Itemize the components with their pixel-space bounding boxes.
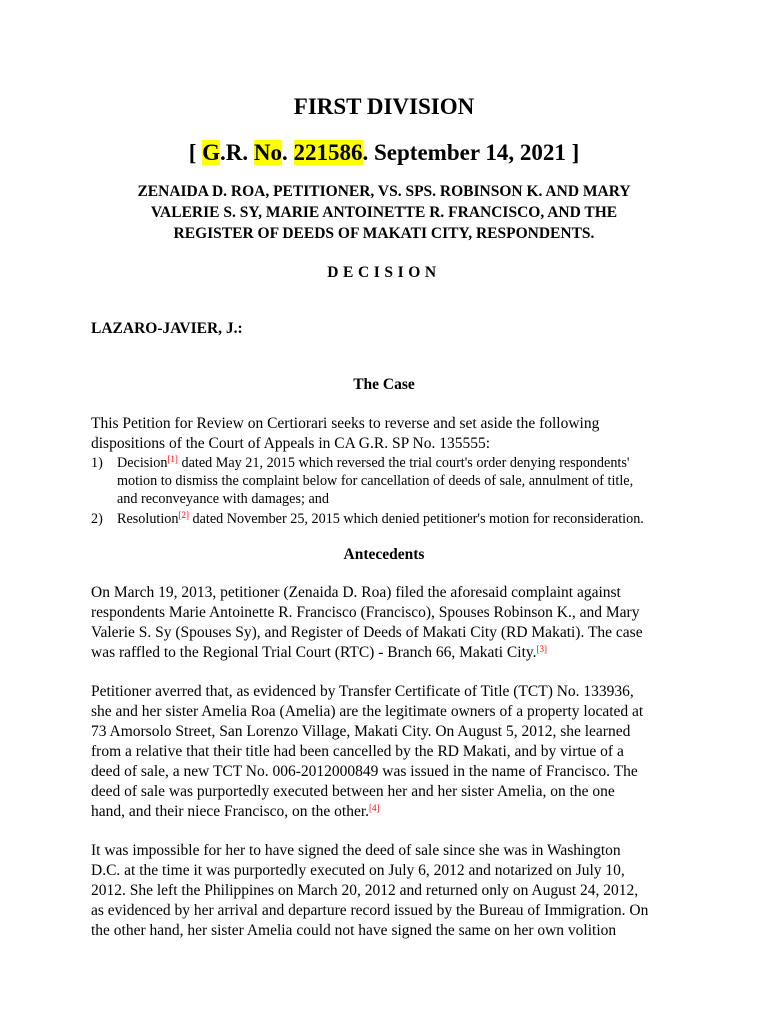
highlight-gr-no: No (253, 140, 283, 165)
item-2-text-1: dated November 25, 2015 which denied petitioner's motion for reconsideration. (188, 511, 644, 527)
item-1-line-3: and reconveyance with damages; and (117, 491, 329, 507)
case-intro-line-2: dispositions of the Court of Appeals in CA G.R. SP No. 135555: (91, 435, 491, 452)
para2-line-6: deed of sale was purportedly executed between her and her sister Amelia, on the one (91, 783, 615, 800)
para2-line-3: 73 Amorsolo Street, San Lorenzo Village, Makati City. On August 5, 2012, she learned (91, 723, 631, 740)
parties-line-1: ZENAIDA D. ROA, PETITIONER, VS. SPS. ROBINSON K. AND MARY (137, 183, 631, 200)
para1-line-1: On March 19, 2013, petitioner (Zenaida D. Roa) filed the aforesaid complaint against (91, 584, 621, 601)
decision-label: DECISION (327, 264, 441, 281)
gr-dot-1: .R. (220, 140, 254, 165)
footnote-link-2[interactable]: [2] (178, 510, 189, 520)
para2-line-5: deed of sale, a new TCT No. 006-2012000849 was issued in the name of Francisco. The (91, 763, 638, 780)
para1-line-3: Valerie S. Sy (Spouses Sy), and Register of Deeds of Makati City (RD Makati). The case (91, 624, 643, 641)
para1-line-4 (91, 643, 547, 663)
item-2-line-1 (117, 510, 644, 528)
item-1-text-1: dated May 21, 2015 which reversed the trial court's order denying respondents' (177, 455, 630, 471)
para3-line-4: as evidenced by her arrival and departure record issued by the Bureau of Immigration. On (91, 902, 649, 919)
case-intro-line-1: This Petition for Review on Certiorari seeks to reverse and set aside the following (91, 415, 600, 432)
parties-line-2: VALERIE S. SY, MARIE ANTOINETTE R. FRANCISCO, AND THE (150, 204, 618, 221)
division-title: FIRST DIVISION (293, 94, 475, 119)
parties-line-3: REGISTER OF DEEDS OF MAKATI CITY, RESPONDENTS. (173, 225, 595, 242)
para1-line-2: respondents Marie Antoinette R. Francisco (Francisco), Spouses Robinson K., and Mary (91, 604, 640, 621)
heading-antecedents: Antecedents (343, 546, 425, 563)
para3-line-3: 2012. She left the Philippines on March 20, 2012 and returned only on August 24, 2012, (91, 882, 639, 899)
ponente: LAZARO-JAVIER, J.: (91, 320, 243, 337)
heading-the-case: The Case (353, 376, 415, 393)
gr-open: [ (188, 140, 203, 165)
item-2-label: Resolution (117, 511, 179, 527)
para2-line-7 (91, 802, 380, 822)
highlight-gr-g: G (202, 140, 221, 165)
para1-text-4: was raffled to the Regional Trial Court (RTC) - Branch 66, Makati City. (91, 644, 537, 661)
footnote-link-3[interactable]: [3] (536, 644, 547, 654)
item-1-line-1 (117, 454, 629, 472)
para3-line-2: D.C. at the time it was purportedly executed on July 6, 2012 and notarized on July 10, (91, 862, 625, 879)
para2-line-4: from a relative that their title had been cancelled by the RD Makati, and by virtue of a (91, 743, 624, 760)
para3-line-5: the other hand, her sister Amelia could not have signed the same on her own volition (91, 922, 617, 939)
gr-dot-2: . (282, 140, 294, 165)
item-1-label: Decision (117, 455, 168, 471)
item-1-line-2: motion to dismiss the complaint below for cancellation of deeds of sale, annulment of title, (117, 473, 634, 489)
gr-date: . September 14, 2021 ] (362, 140, 580, 165)
case-number-line (0, 137, 768, 169)
para2-line-2: she and her sister Amelia Roa (Amelia) are the legitimate owners of a property located at (91, 703, 644, 720)
item-2-number: 2) (91, 511, 103, 527)
footnote-link-1[interactable]: [1] (167, 454, 178, 464)
para2-line-1: Petitioner averred that, as evidenced by Transfer Certificate of Title (TCT) No. 133936, (91, 683, 634, 700)
footnote-link-4[interactable]: [4] (369, 803, 380, 813)
para2-text-7: hand, and their niece Francisco, on the other. (91, 803, 370, 820)
highlight-gr-number: 221586 (293, 140, 363, 165)
item-1-number: 1) (91, 455, 103, 471)
para3-line-1: It was impossible for her to have signed the deed of sale since she was in Washington (91, 842, 621, 859)
